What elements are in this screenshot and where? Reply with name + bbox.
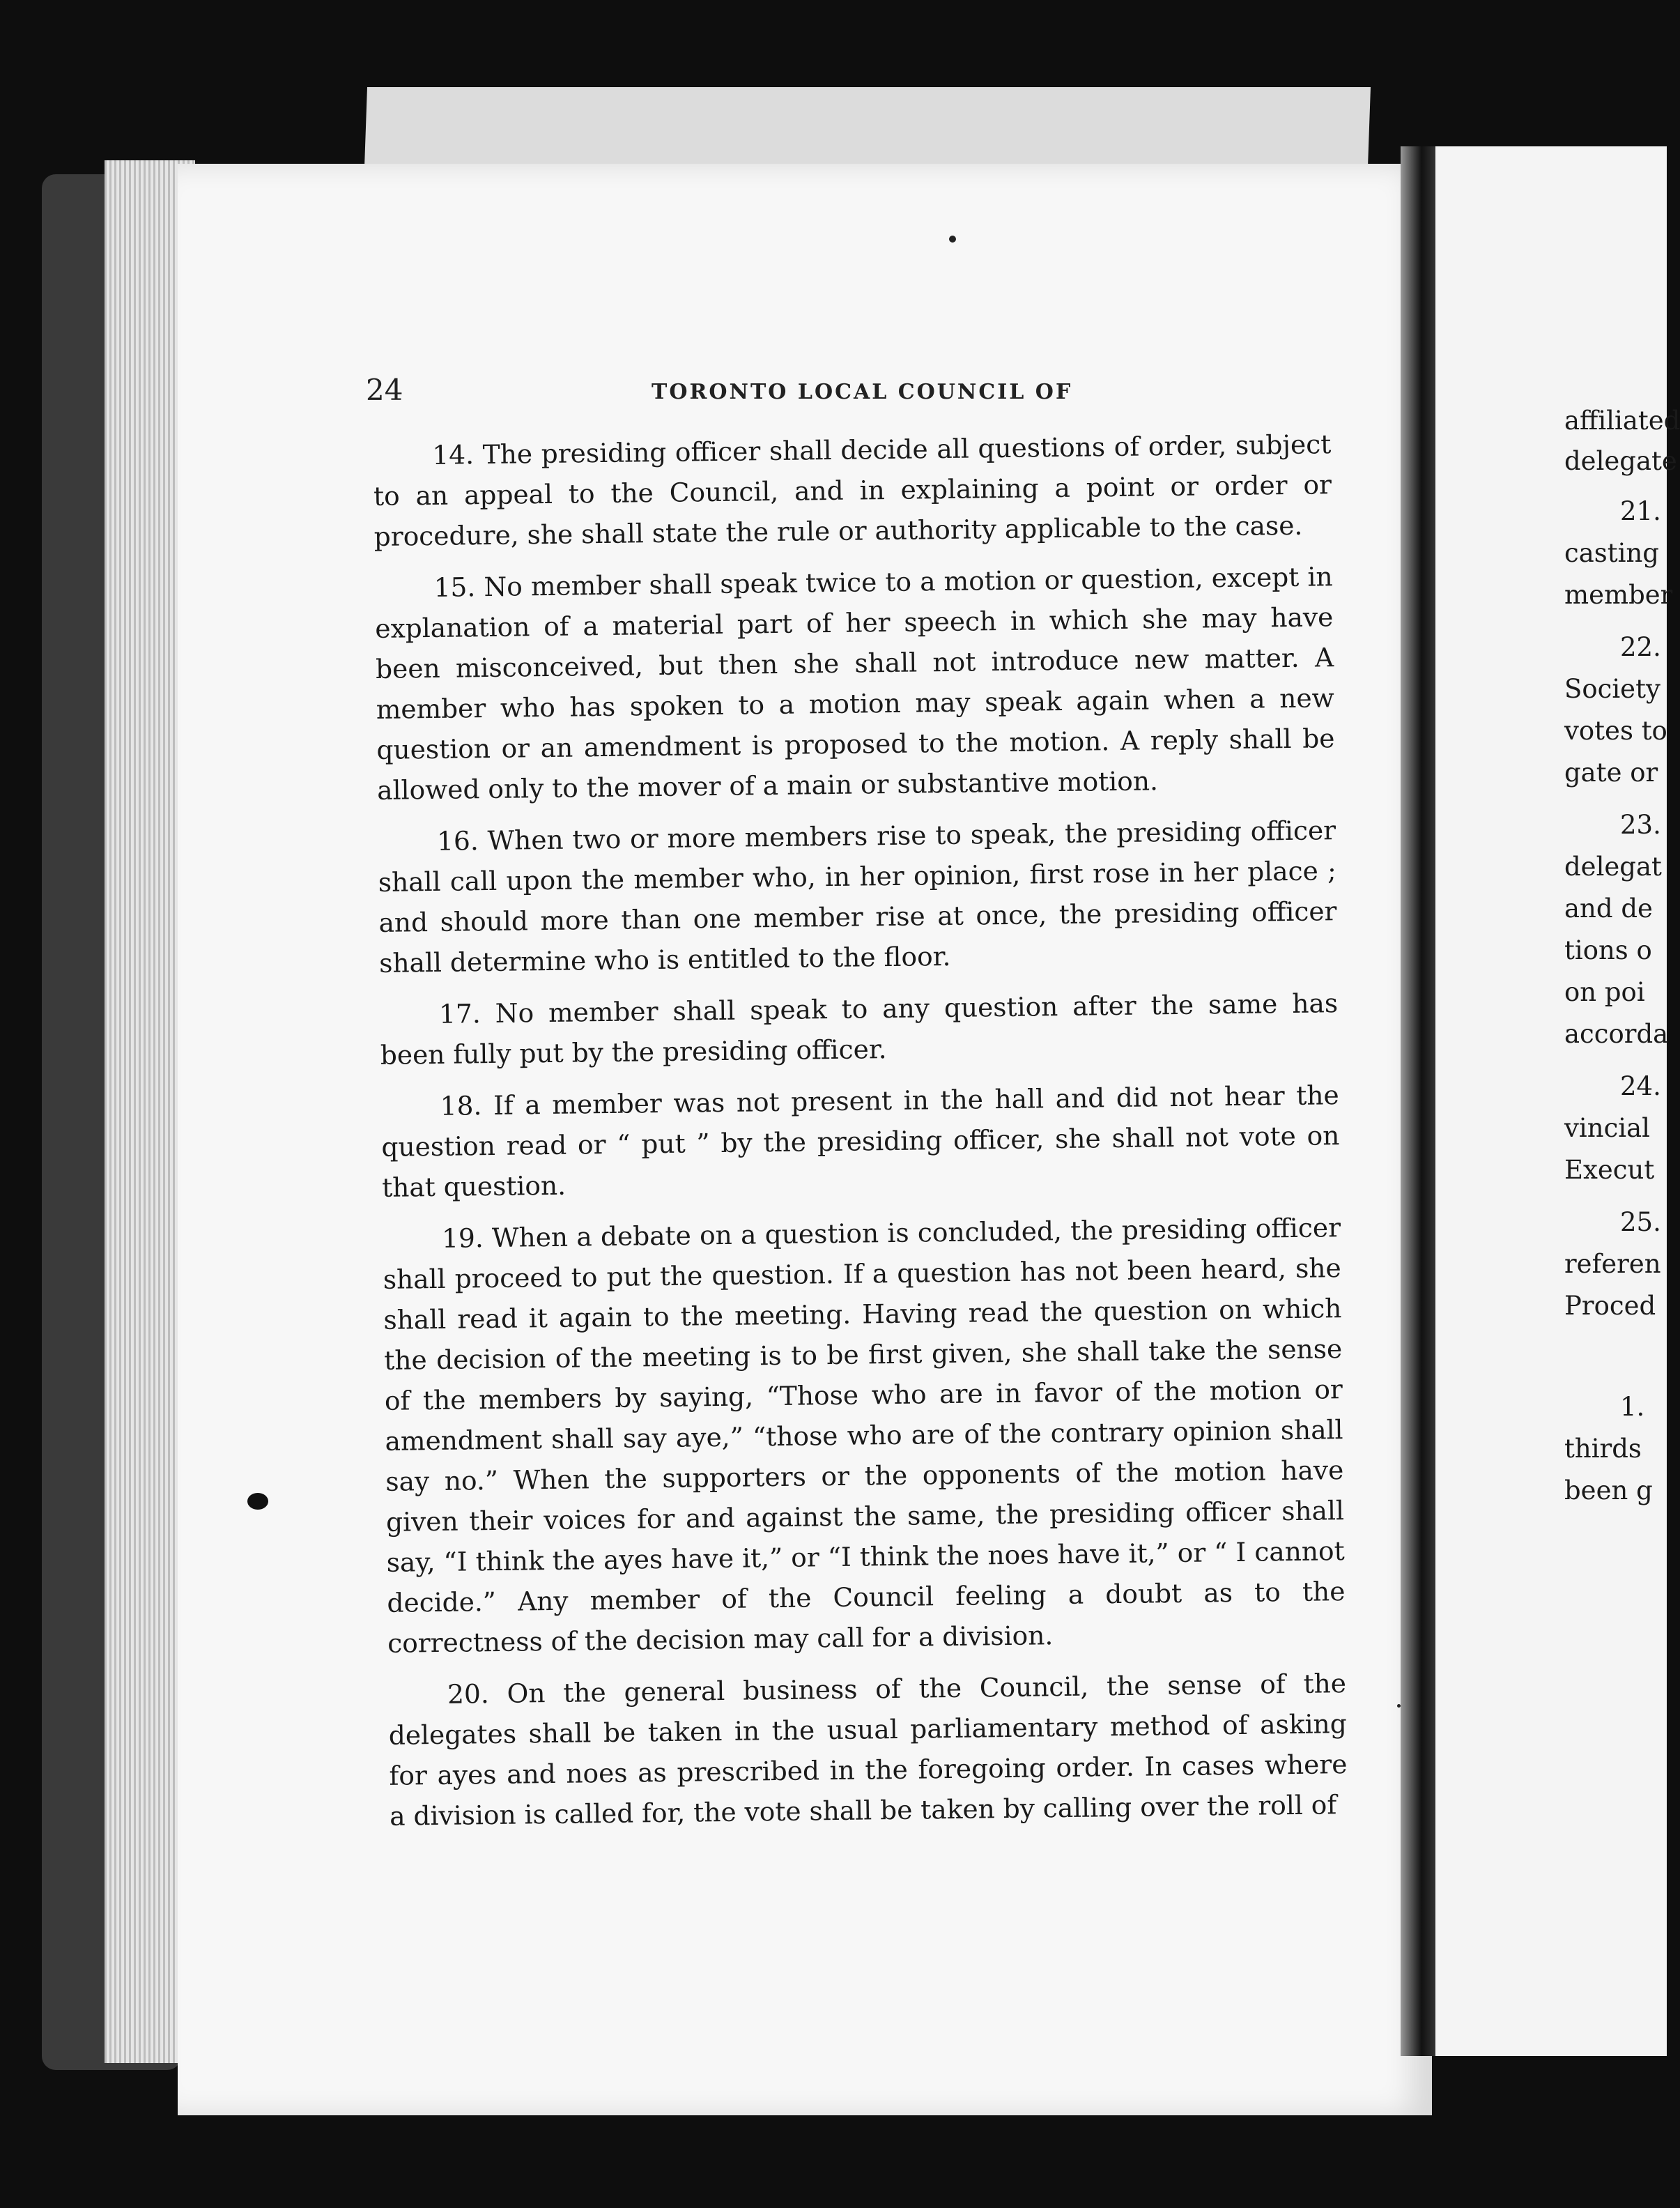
right-fragment: Society	[1564, 674, 1660, 704]
right-fragment: vincial	[1564, 1113, 1651, 1143]
right-fragment: member	[1564, 580, 1673, 610]
right-fragment: accorda	[1564, 1019, 1669, 1049]
paragraph-17: 17. No member shall speak to any question after the same has been fully put by the presiding officer.	[380, 988, 1339, 1071]
right-fragment: 23.	[1620, 810, 1661, 840]
paragraph-14: 14. The presiding officer shall decide all questions of order, subject to an appeal to the Council, and in explaining a point or order or procedure, she shall state the rule or authority applicable to the case.	[373, 429, 1332, 552]
right-fragment: votes to	[1564, 716, 1667, 746]
right-fragment: thirds	[1564, 1434, 1642, 1464]
paragraph-20: 20. On the general business of the Council, the sense of the delegates shall be taken in the usual parliamentary method of asking for ayes and noes as prescribed in the foregoing order. In cases where a division is called for, the vote shall be taken by calling over the roll of	[388, 1668, 1348, 1832]
ink-speck	[1397, 1704, 1401, 1708]
body-text	[373, 424, 1348, 1848]
right-fragment: 25.	[1620, 1207, 1661, 1237]
right-fragment: delegat	[1564, 852, 1662, 882]
ink-speck	[949, 236, 956, 243]
right-fragment: 21.	[1620, 496, 1661, 526]
running-head: TORONTO LOCAL COUNCIL OF	[652, 380, 1073, 404]
right-fragment: 22.	[1620, 632, 1661, 662]
right-fragment: Proced	[1564, 1291, 1656, 1321]
right-fragment: affiliated	[1564, 406, 1680, 436]
right-fragment: and de	[1564, 894, 1653, 923]
ink-blot	[247, 1493, 268, 1510]
page-number: 24	[366, 373, 403, 407]
right-fragment: referen	[1564, 1249, 1661, 1279]
inserted-slip	[364, 87, 1371, 167]
right-page-text	[1564, 401, 1680, 1669]
right-fragment: 24.	[1620, 1071, 1661, 1101]
paragraph-18: 18. If a member was not present in the hall and did not hear the question read or “ put ” by the presiding officer, she shall not vote on that question.	[381, 1080, 1340, 1203]
paragraph-16: 16. When two or more members rise to speak, the presiding officer shall call upon the member who, in her opinion, first rose in her place ; and should more than one member rise at once, the presiding officer shall determine who is entitled to the floor.	[378, 815, 1337, 979]
paragraph-19: 19. When a debate on a question is concluded, the presiding officer shall proceed to put the question. If a question has not been heard, she shall read it again to the meeting. Having read the question on which the decision of the meeting is to be first given, she shall take the sense of the members by saying, “Those who are in favor of the motion or amendment shall say aye,” “those who are of the contrary opinion shall say no.” When the supporters or the opponents of the motion have given their voices for and against the same, the presiding officer shall say, “I think the ayes have it,” or “I think the noes have it,” or “ I cannot decide.” Any member of the Council feeling a doubt as to the correctness of the decision may call for a division.	[383, 1212, 1346, 1659]
right-fragment: been g	[1564, 1475, 1653, 1505]
paragraph-15: 15. No member shall speak twice to a motion or question, except in explanation of a material part of her speech in which she may have been misconceived, but then she shall not introduce new matter. A member who has spoken to a motion may speak again when a new question or an amendment is proposed to the motion. A reply shall be allowed only to the mover of a main or substantive motion.	[375, 561, 1335, 806]
right-fragment: casting	[1564, 538, 1659, 568]
page-header	[366, 373, 1307, 415]
right-fragment: on poi	[1564, 977, 1645, 1007]
right-fragment: delegate	[1564, 446, 1677, 476]
right-fragment: Execut	[1564, 1155, 1655, 1185]
right-fragment: 1.	[1620, 1392, 1645, 1422]
right-fragment: tions o	[1564, 935, 1652, 965]
right-fragment: gate or	[1564, 758, 1658, 788]
